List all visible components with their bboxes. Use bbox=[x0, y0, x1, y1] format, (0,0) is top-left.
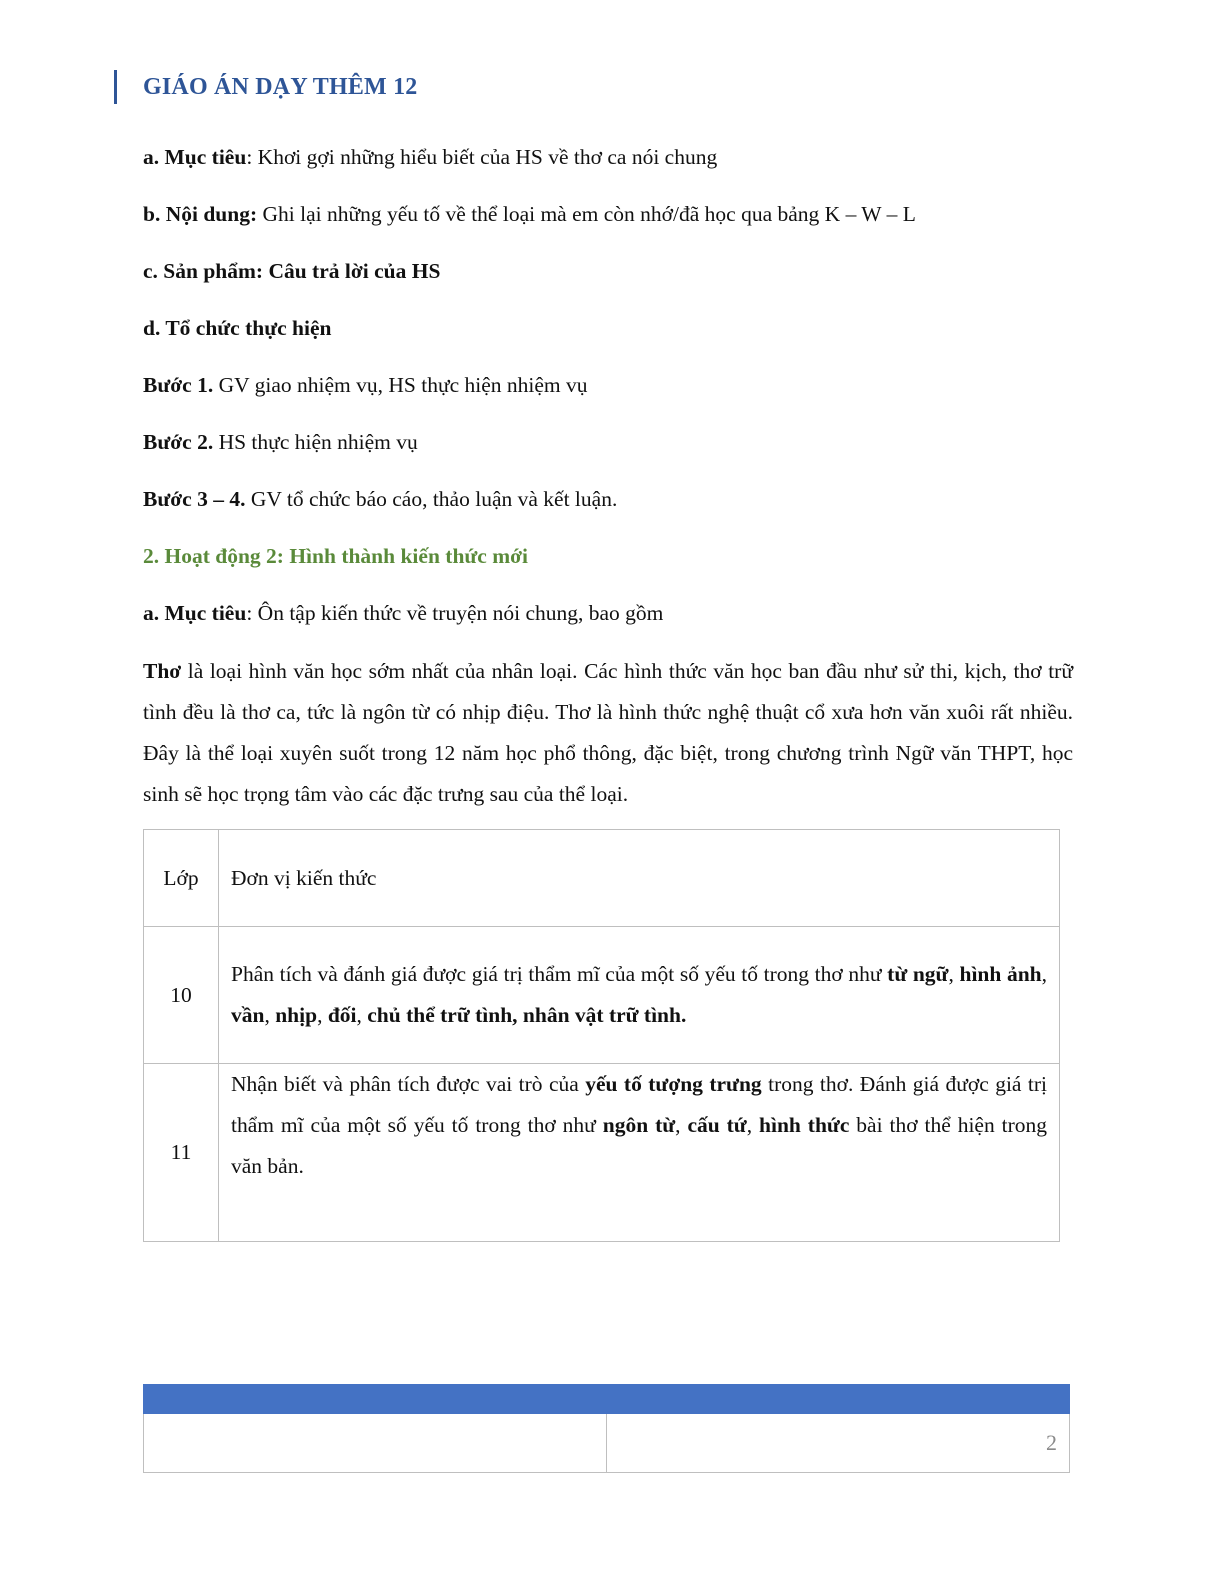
cell-text: , bbox=[1041, 962, 1048, 986]
unit-cell bbox=[219, 1064, 1060, 1242]
cell-text: Nhận biết và phân tích được vai trò của bbox=[231, 1072, 586, 1096]
step-2 bbox=[143, 423, 1073, 480]
cell-text: , bbox=[356, 1003, 368, 1027]
footer-bar-left bbox=[144, 1385, 607, 1414]
cell-text: , bbox=[264, 1003, 276, 1027]
cell-bold: nhịp bbox=[275, 1003, 318, 1027]
knowledge-table bbox=[143, 829, 1060, 1242]
footer-body bbox=[144, 1414, 1070, 1473]
document-header bbox=[114, 70, 417, 104]
grade-cell: 10 bbox=[144, 927, 219, 1064]
cell-text: bài thơ thể hiện trong văn bản. bbox=[231, 1113, 1048, 1178]
paragraph-text: là loại hình văn học sớm nhất của nhân loại. Các hình thức văn học ban đầu như sử thi, kịch, thơ trữ tình đều là thơ ca, tức là ngôn từ có nhịp điệu. Thơ là hình thức nghệ thuật cổ xưa hơn văn xuôi rất nhiều. Đây là thể loại xuyên suốt trong 12 năm học phổ thông, đặc biệt, trong chương trình Ngữ văn THPT, học sinh sẽ học trọng tâm vào các đặc trưng sau của thể loại. bbox=[143, 659, 1073, 806]
item-content bbox=[143, 195, 1073, 252]
header-unit: Đơn vị kiến thức bbox=[219, 830, 1060, 927]
document-body bbox=[143, 138, 1073, 815]
footer-bar bbox=[144, 1385, 1070, 1414]
step-text: GV tổ chức báo cáo, thảo luận và kết luận. bbox=[245, 487, 618, 511]
step-label: Bước 2. bbox=[143, 430, 214, 454]
item-text: Ghi lại những yếu tố về thể loại mà em còn nhớ/đã học qua bảng K – W – L bbox=[257, 202, 916, 226]
cell-bold: ngôn từ bbox=[602, 1113, 676, 1137]
item-label: d. Tổ chức thực hiện bbox=[143, 316, 332, 340]
cell-text: , bbox=[675, 1113, 688, 1137]
step-text: HS thực hiện nhiệm vụ bbox=[213, 430, 418, 454]
footer-cell-left bbox=[144, 1414, 607, 1473]
cell-bold: hình thức bbox=[759, 1113, 850, 1137]
table-row bbox=[144, 1064, 1060, 1242]
header-title: GIÁO ÁN DẠY THÊM 12 bbox=[143, 73, 418, 100]
cell-text: trong thơ. Đánh giá được giá trị thẩm mĩ của một số yếu tố trong thơ như bbox=[231, 1072, 1048, 1137]
section-objective bbox=[143, 594, 1073, 651]
item-label: a. Mục tiêu bbox=[143, 145, 247, 169]
cell-text: , bbox=[948, 962, 960, 986]
step-3-4 bbox=[143, 480, 1073, 537]
item-organization bbox=[143, 309, 1073, 366]
cell-bold: vần bbox=[231, 1003, 265, 1027]
item-product bbox=[143, 252, 1073, 309]
unit-cell bbox=[219, 927, 1060, 1064]
paragraph-lead: Thơ bbox=[143, 659, 182, 683]
cell-bold: hình ảnh bbox=[959, 962, 1042, 986]
step-text: GV giao nhiệm vụ, HS thực hiện nhiệm vụ bbox=[213, 373, 588, 397]
header-grade: Lớp bbox=[144, 830, 219, 927]
step-label: Bước 3 – 4. bbox=[143, 487, 246, 511]
item-text: : Ôn tập kiến thức về truyện nói chung, bao gồm bbox=[246, 601, 664, 625]
cell-text: , bbox=[746, 1113, 760, 1137]
item-label: b. Nội dung: bbox=[143, 202, 258, 226]
page-footer bbox=[143, 1384, 1070, 1473]
cell-bold: cấu tứ bbox=[687, 1113, 747, 1137]
step-1 bbox=[143, 366, 1073, 423]
cell-text: Phân tích và đánh giá được giá trị thẩm mĩ của một số yếu tố trong thơ như bbox=[231, 962, 888, 986]
intro-paragraph bbox=[143, 651, 1073, 815]
grade-cell: 11 bbox=[144, 1064, 219, 1242]
item-label: a. Mục tiêu bbox=[143, 601, 247, 625]
cell-bold: đối bbox=[327, 1003, 357, 1027]
cell-bold: từ ngữ bbox=[887, 962, 949, 986]
item-label: c. Sản phẩm: Câu trả lời của HS bbox=[143, 259, 441, 283]
cell-text: , bbox=[317, 1003, 328, 1027]
section-heading: 2. Hoạt động 2: Hình thành kiến thức mới bbox=[143, 544, 529, 568]
cell-bold: yếu tố tượng trưng bbox=[585, 1072, 762, 1096]
cell-bold: chủ thể trữ tình, nhân vật trữ tình. bbox=[367, 1003, 687, 1027]
footer-bar-right bbox=[607, 1385, 1070, 1414]
table-row bbox=[144, 927, 1060, 1064]
item-text: : Khơi gợi những hiểu biết của HS về thơ ca nói chung bbox=[246, 145, 718, 169]
table-header-row bbox=[144, 830, 1060, 927]
item-objective bbox=[143, 138, 1073, 195]
step-label: Bước 1. bbox=[143, 373, 214, 397]
page-number: 2 bbox=[607, 1414, 1070, 1473]
